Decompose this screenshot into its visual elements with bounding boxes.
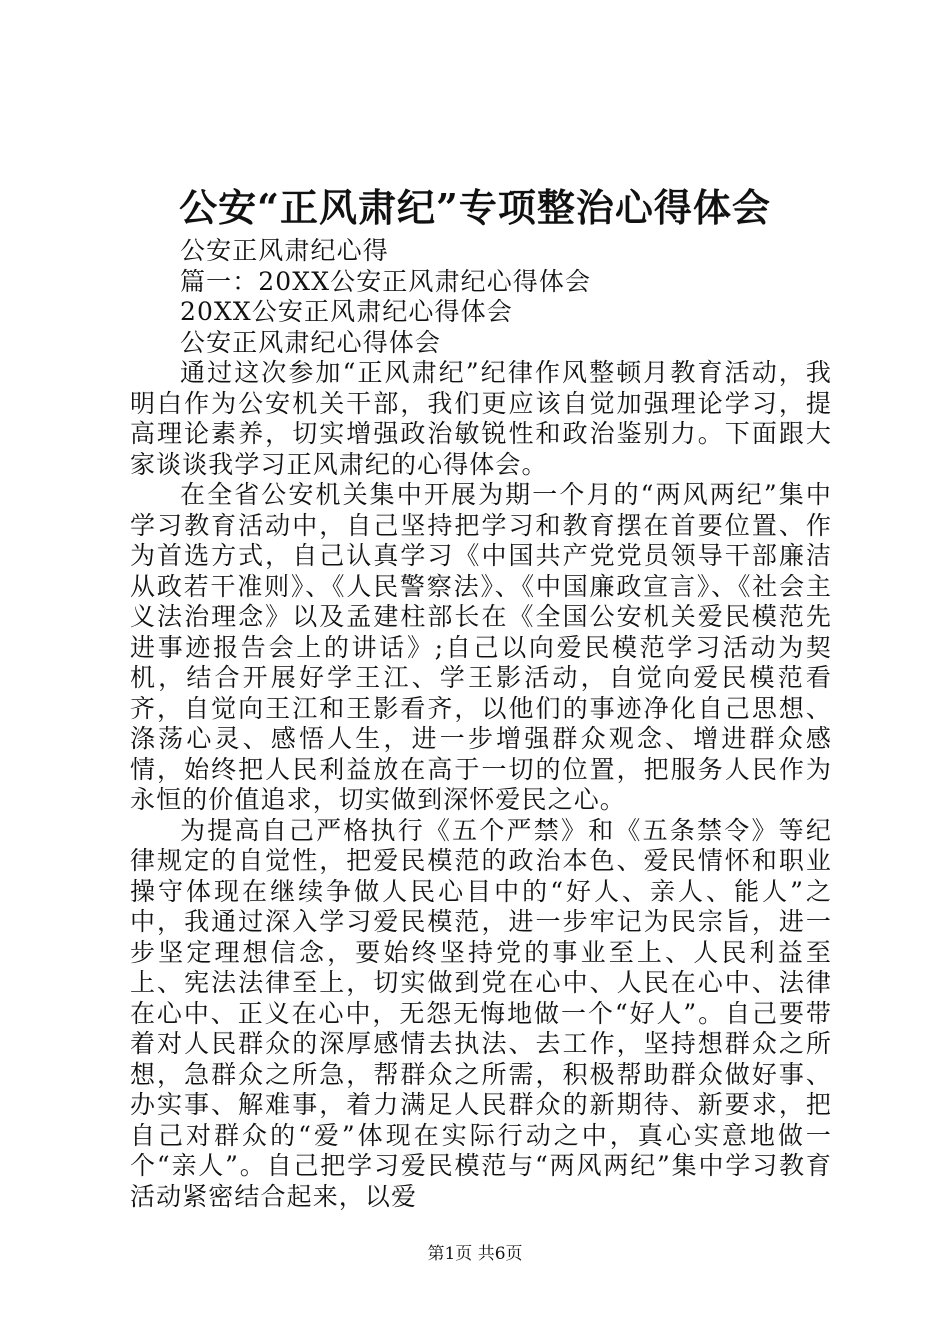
header-line: 篇一：20XX公安正风肃纪心得体会: [180, 266, 592, 296]
header-line: 公安正风肃纪心得: [180, 236, 389, 265]
body-paragraph: 通过这次参加“正风肃纪”纪律作风整顿月教育活动，我明白作为公安机关干部，我们更应该自觉加强理论学习，提高理论素养，切实增强政治敏锐性和政治鉴别力。下面跟大家谈谈我学习正风肃纪的心得体会。: [130, 358, 832, 479]
body-paragraph: 为提高自己严格执行《五个严禁》和《五条禁令》等纪律规定的自觉性，把爱民模范的政治本色、爱民情怀和职业操守体现在继续争做人民心目中的“好人、亲人、能人”之中，我通过深入学习爱民模范，进一步牢记为民宗旨，进一步坚定理想信念，要始终坚持党的事业至上、人民利益至上、宪法法律至上，切实做到党在心中、人民在心中、法律在心中、正义在心中，无怨无悔地做一个“好人”。自己要带着对人民群众的深厚感情去执法、去工作，坚持想群众之所想，急群众之所急，帮群众之所需，积极帮助群众做好事、办实事、解难事，着力满足人民群众的新期待、新要求，把自己对群众的“爱”体现在实际行动之中，真心实意地做一个“亲人”。自己把学习爱民模范与“两风两纪”集中学习教育活动紧密结合起来，以爱: [130, 815, 832, 1211]
document-body: [130, 236, 832, 1212]
header-line: 公安正风肃纪心得体会: [180, 327, 442, 357]
document-title: 公安“正风肃纪”专项整治心得体会: [179, 185, 771, 230]
body-paragraph: 在全省公安机关集中开展为期一个月的“两风两纪”集中学习教育活动中，自己坚持把学习和教育摆在首要位置、作为首选方式，自己认真学习《中国共产党党员领导干部廉洁从政若干准则》、《人民警察法》、《中国廉政宣言》、《社会主义法治理念》以及孟建柱部长在《全国公安机关爱民模范先进事迹报告会上的讲话》;自己以向爱民模范学习活动为契机，结合开展好学王江、学王影活动，自觉向爱民模范看齐，自觉向王江和王影看齐，以他们的事迹净化自己思想、涤荡心灵、感悟人生，进一步增强群众观念、增进群众感情，始终把人民利益放在高于一切的位置，把服务人民作为永恒的价值追求，切实做到深怀爱民之心。: [130, 480, 832, 814]
header-line: 20XX公安正风肃纪心得体会: [180, 297, 513, 326]
page-footer: 第1页 共6页: [427, 1244, 523, 1264]
